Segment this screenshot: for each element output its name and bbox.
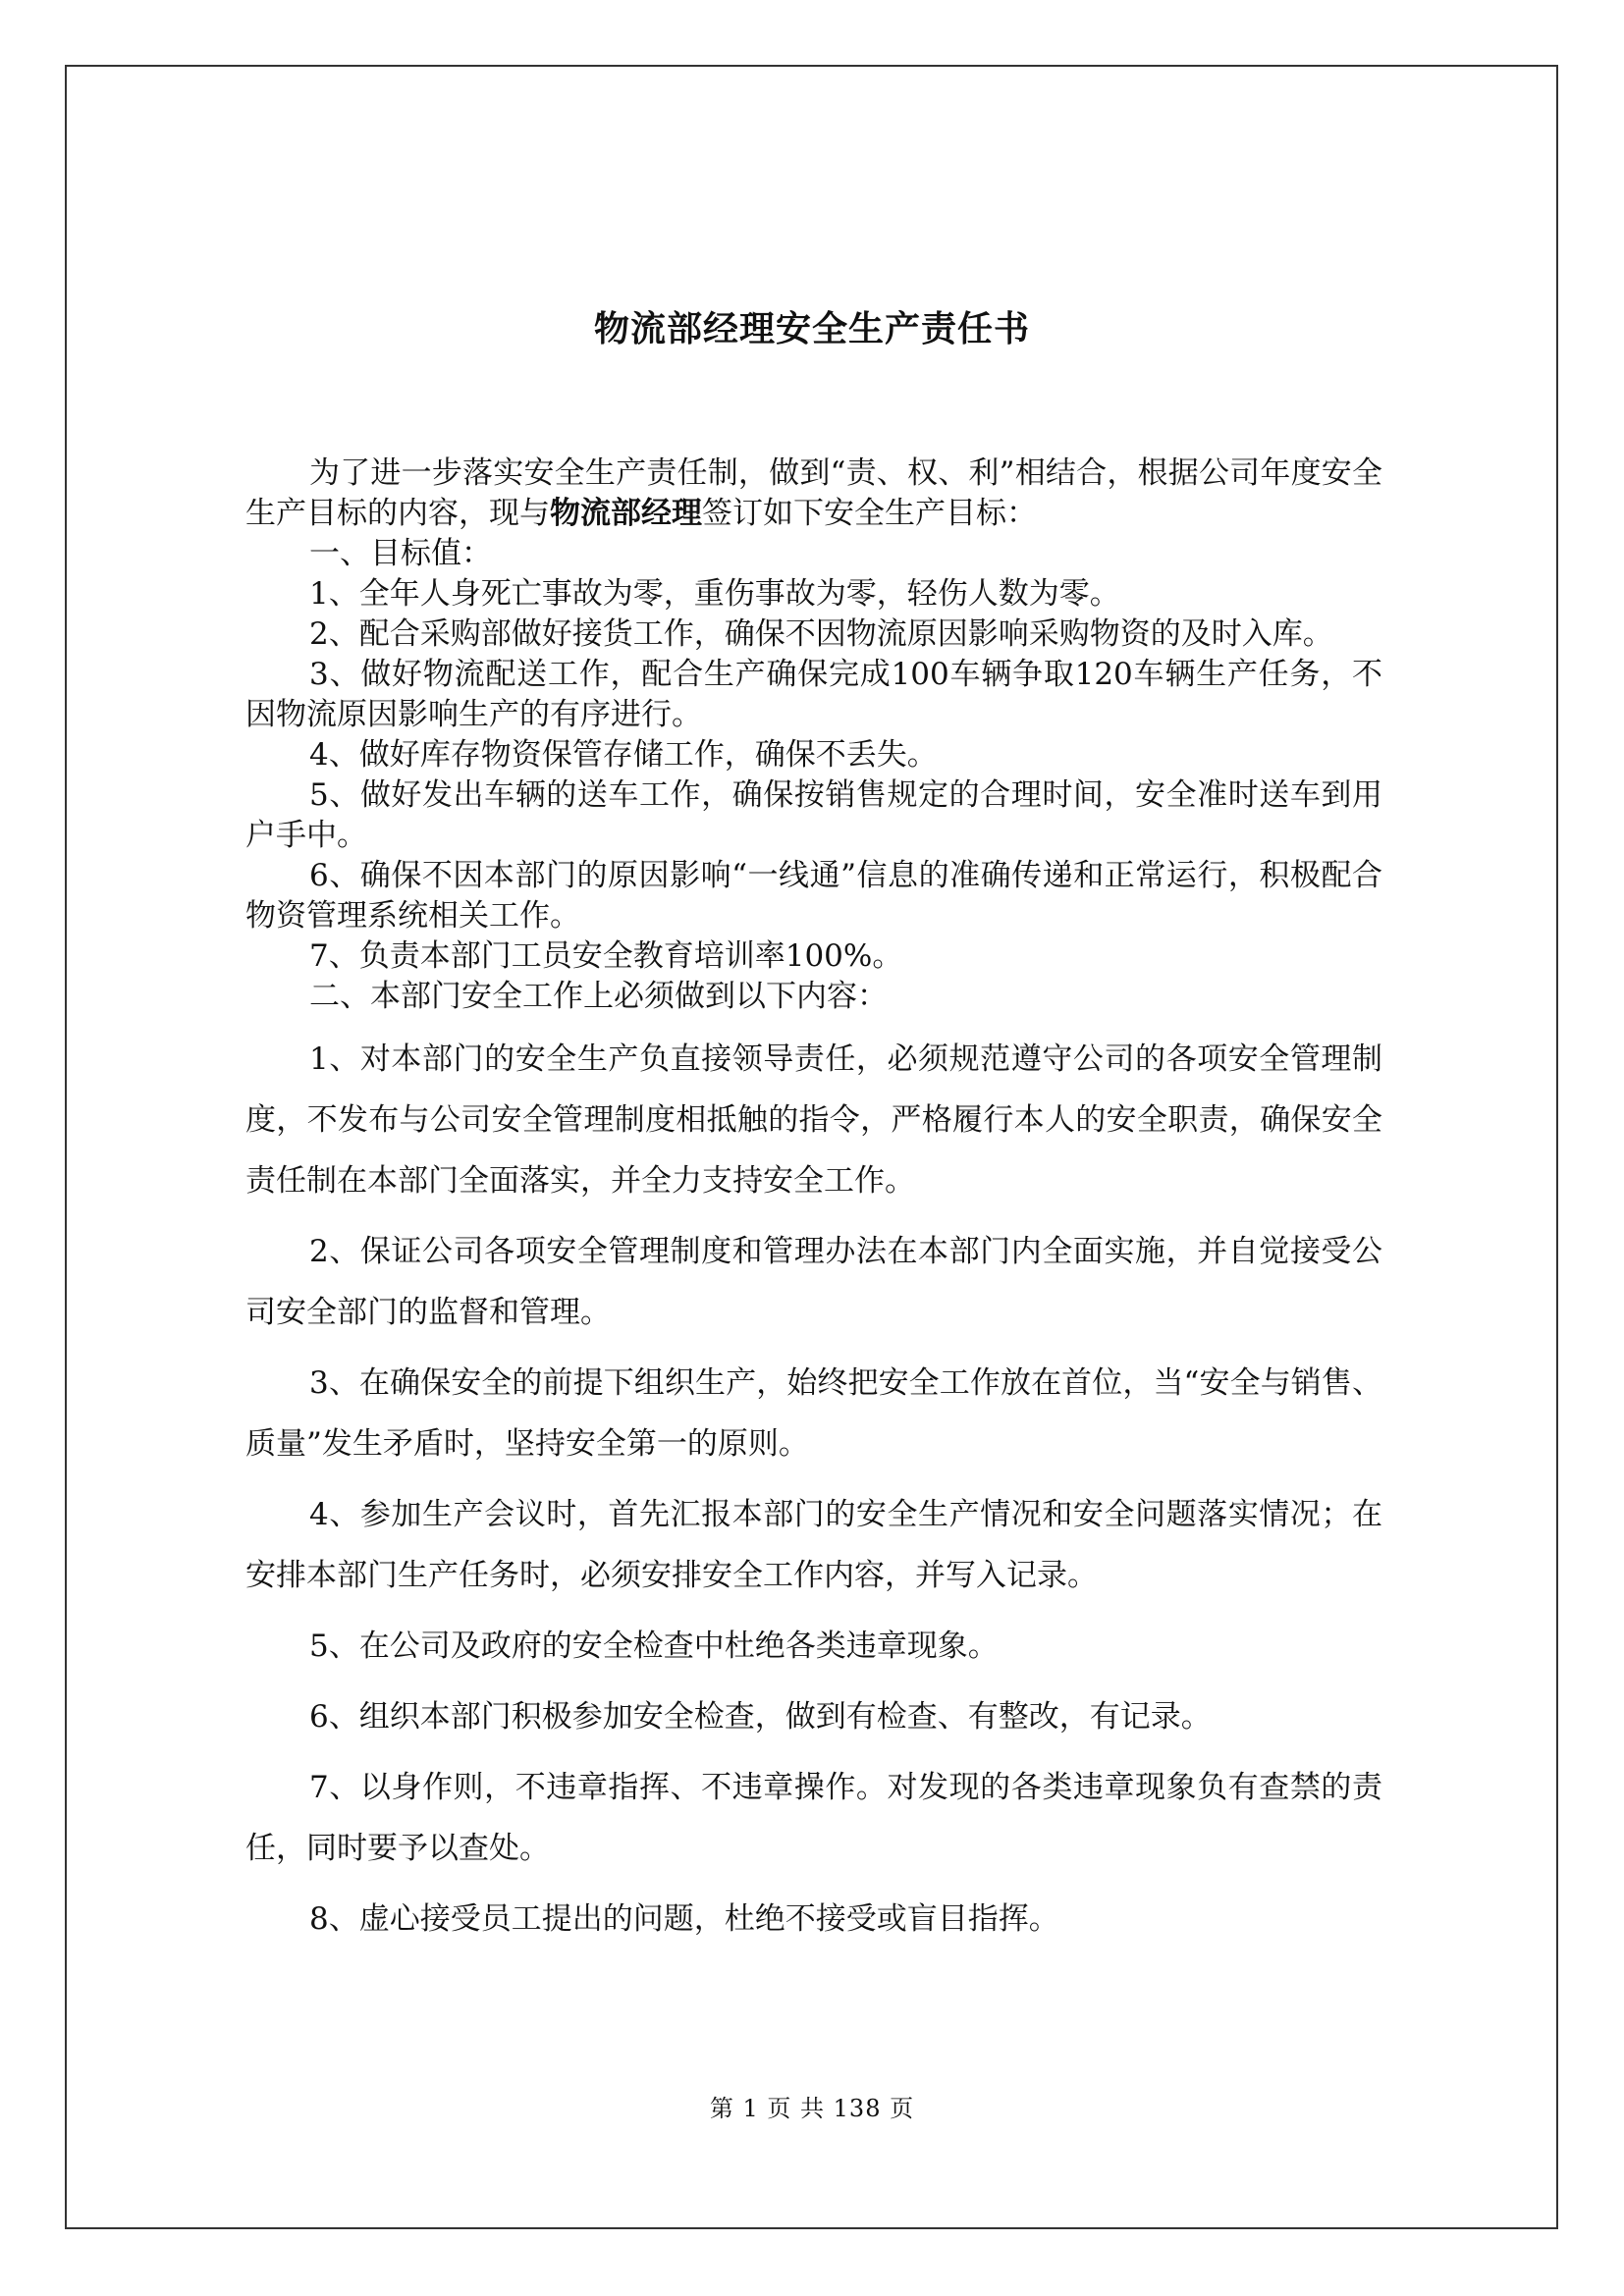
intro-text-before: 为了进一步落实安全生产责任制，做到“责、权、利”相结合，根据公司年度安全生产目标的内容，现与 [245, 455, 1382, 531]
section2-item-7: 7、以身作则，不违章指挥、不违章操作。对发现的各类违章现象负有查禁的责任，同时要予以查处。 [245, 1770, 1382, 1866]
document-body [245, 454, 1382, 1959]
section1-item-5: 5、做好发出车辆的送车工作，确保按销售规定的合理时间，安全准时送车到用户手中。 [245, 777, 1382, 853]
section2-item-2: 2、保证公司各项安全管理制度和管理办法在本部门内全面实施，并自觉接受公司安全部门的监督和管理。 [245, 1234, 1382, 1330]
section2-item-8: 8、虚心接受员工提出的问题，杜绝不接受或盲目指挥。 [309, 1901, 1059, 1937]
section1-item-6: 6、确保不因本部门的原因影响“一线通”信息的准确传递和正常运行，积极配合物资管理系统相关工作。 [245, 858, 1382, 934]
section2-item-5: 5、在公司及政府的安全检查中杜绝各类违章现象。 [309, 1629, 999, 1664]
section2-heading: 二、本部门安全工作上必须做到以下内容： [309, 979, 888, 1014]
intro-text-after: 签订如下安全生产目标： [702, 496, 1037, 531]
intro-paragraph [245, 454, 1382, 534]
section1-item-7: 7、负责本部门工员安全教育培训率100%。 [309, 938, 903, 974]
section2-item-6: 6、组织本部门积极参加安全检查，做到有检查、有整改，有记录。 [309, 1699, 1212, 1735]
section1-item-1: 1、全年人身死亡事故为零，重伤事故为零，轻伤人数为零。 [309, 576, 1120, 612]
section1-item-3: 3、做好物流配送工作，配合生产确保完成100车辆争取120车辆生产任务，不因物流原因影响生产的有序进行。 [245, 657, 1382, 732]
intro-recipient: 物流部经理 [550, 496, 702, 531]
section1-item-2: 2、配合采购部做好接货工作，确保不因物流原因影响采购物资的及时入库。 [309, 616, 1333, 652]
document-title: 物流部经理安全生产责任书 [593, 308, 1030, 350]
section1-heading: 一、目标值： [309, 536, 492, 571]
section2-item-1: 1、对本部门的安全生产负直接领导责任，必须规范遵守公司的各项安全管理制度，不发布与公司安全管理制度相抵触的指令，严格履行本人的安全职责，确保安全责任制在本部门全面落实，并全力支持安全工作。 [245, 1041, 1382, 1199]
section2-item-3: 3、在确保安全的前提下组织生产，始终把安全工作放在首位，当“安全与销售、质量”发生矛盾时，坚持安全第一的原则。 [245, 1365, 1382, 1462]
page-number: 第 1 页 共 138 页 [709, 2095, 915, 2122]
section2-item-4: 4、参加生产会议时，首先汇报本部门的安全生产情况和安全问题落实情况；在安排本部门生产任务时，必须安排安全工作内容，并写入记录。 [245, 1497, 1382, 1593]
section1-item-4: 4、做好库存物资保管存储工作，确保不丢失。 [309, 737, 938, 773]
